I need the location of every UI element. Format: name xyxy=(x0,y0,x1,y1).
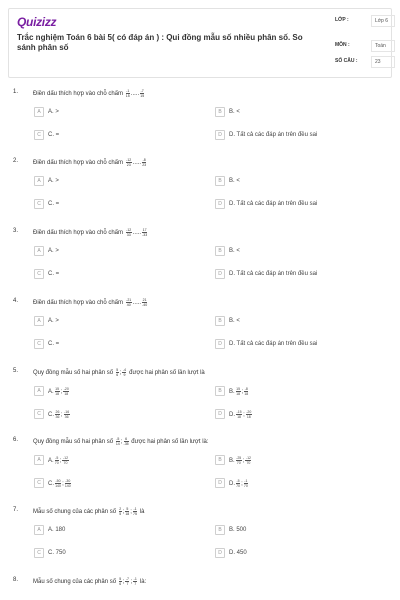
question-text xyxy=(33,298,148,307)
fraction-numerator: 2 xyxy=(119,507,122,511)
question-number: 6. xyxy=(13,437,19,443)
question-number: 2. xyxy=(13,158,19,164)
option-letter-box[interactable]: B xyxy=(215,525,225,535)
fraction-separator: ; xyxy=(130,509,132,516)
page-title: Trắc nghiệm Toán 6 bài 5( có đáp án ) : Qui đồng mẫu số nhiều phân số. So sánh phân số xyxy=(17,33,303,52)
option-label: C. = xyxy=(48,271,60,277)
fraction-numerator: 26 xyxy=(55,409,60,414)
fraction-separator: ..... xyxy=(130,91,140,98)
option-label: D. Tất cả các đáp án trên đều sai xyxy=(229,271,318,277)
fraction-denominator: 70 xyxy=(63,460,68,465)
option-letter-box[interactable]: C xyxy=(34,199,44,209)
option-text xyxy=(229,341,317,347)
fraction-denominator: 75 xyxy=(133,512,137,516)
option-text xyxy=(229,109,240,115)
question-prompt: Quy đồng mẫu số hai phân số xyxy=(33,370,114,377)
option-letter-box[interactable]: D xyxy=(215,130,225,140)
question-number: 3. xyxy=(13,228,19,234)
fraction-denominator: 18 xyxy=(246,414,251,419)
question-number: 7. xyxy=(13,507,19,513)
option-letter-box[interactable]: C xyxy=(34,269,44,279)
fraction-numerator: -5 xyxy=(116,437,120,441)
fraction-numerator: -8 xyxy=(142,158,146,162)
fraction-numerator: 5 xyxy=(116,368,119,372)
fraction xyxy=(236,456,242,465)
answer-option-d[interactable] xyxy=(215,129,387,141)
answer-option-d[interactable] xyxy=(215,547,387,559)
answer-option-d[interactable] xyxy=(215,268,387,280)
option-text xyxy=(229,248,240,254)
fraction-numerator: -12 xyxy=(245,455,251,460)
option-letter-box[interactable]: A xyxy=(34,246,44,256)
fraction-numerator: 21 xyxy=(142,298,147,302)
option-letter-box[interactable]: B xyxy=(215,246,225,256)
fraction xyxy=(142,158,146,167)
fraction-numerator: 5 xyxy=(119,577,122,581)
option-letter-box[interactable]: B xyxy=(215,455,225,465)
option-text xyxy=(48,178,59,184)
fraction-separator: ; xyxy=(120,439,123,446)
fraction xyxy=(116,437,120,446)
option-letter-box[interactable]: D xyxy=(215,339,225,349)
fraction-separator: ; xyxy=(241,480,243,487)
answer-option-d[interactable] xyxy=(215,338,387,350)
fraction-separator: ; xyxy=(241,388,244,395)
option-text xyxy=(229,456,252,465)
option-label: B. < xyxy=(229,318,240,324)
fraction-numerator: 15 xyxy=(55,386,60,391)
option-letter-box[interactable]: D xyxy=(215,269,225,279)
fraction-denominator: 70 xyxy=(246,460,251,465)
fraction-denominator: 9 xyxy=(123,373,126,377)
answer-option-d[interactable] xyxy=(215,408,387,420)
fraction xyxy=(140,89,144,98)
option-label: A. xyxy=(48,388,54,395)
answer-option-a[interactable] xyxy=(34,106,206,118)
option-text xyxy=(229,527,246,533)
fraction xyxy=(55,387,60,396)
option-letter-box[interactable]: C xyxy=(34,339,44,349)
fraction xyxy=(55,410,60,419)
answer-option-c[interactable] xyxy=(34,408,206,420)
fraction-separator: ; xyxy=(242,457,245,464)
option-text xyxy=(48,341,59,347)
fraction-numerator: -1 xyxy=(126,89,130,93)
question-text xyxy=(33,577,146,586)
option-label: C. = xyxy=(48,341,60,347)
fraction-separator: ..... xyxy=(132,230,142,237)
option-letter-box[interactable]: B xyxy=(215,316,225,326)
question-item xyxy=(13,368,388,428)
fraction-separator: ..... xyxy=(132,300,142,307)
option-letter-box[interactable]: A xyxy=(34,316,44,326)
option-text xyxy=(229,387,249,396)
question-text xyxy=(33,368,205,377)
fraction-denominator: 18 xyxy=(55,391,60,396)
question-prompt: Điền dấu thích hợp vào chỗ chấm xyxy=(33,160,123,167)
option-label: B. 500 xyxy=(229,527,247,533)
fraction-separator: ; xyxy=(60,388,63,395)
question-suffix: được hai phân số lần lượt là: xyxy=(129,439,209,446)
answer-option-a[interactable] xyxy=(34,524,206,536)
fraction-numerator: -25 xyxy=(236,455,242,460)
option-label: A. > xyxy=(48,248,59,254)
fraction-numerator: 15 xyxy=(236,386,241,391)
fraction-separator: ; xyxy=(59,457,62,464)
question-item xyxy=(13,577,388,600)
option-text xyxy=(48,132,59,138)
question-number: 4. xyxy=(13,298,19,304)
fraction xyxy=(142,298,147,307)
option-text xyxy=(48,410,71,419)
option-label: A. > xyxy=(48,318,59,324)
option-text xyxy=(229,318,240,324)
option-label: C. = xyxy=(48,201,60,207)
question-prompt: Mẫu số chung của các phân số xyxy=(33,579,117,586)
answer-option-b[interactable] xyxy=(215,175,387,187)
fraction-numerator: -7 xyxy=(125,577,129,581)
question-text xyxy=(33,228,148,237)
fraction-denominator: 18 xyxy=(237,414,241,419)
fraction xyxy=(142,228,147,237)
question-prompt: Quy đồng mẫu số hai phân số xyxy=(33,439,114,446)
fraction xyxy=(119,507,122,516)
subject-label: MÔN : xyxy=(335,42,350,48)
option-text xyxy=(229,132,317,138)
answer-option-c[interactable] xyxy=(34,338,206,350)
option-label: A. xyxy=(48,457,54,464)
answer-option-c[interactable] xyxy=(34,477,206,489)
answer-option-c[interactable] xyxy=(34,268,206,280)
quizizz-logo: Quizizz xyxy=(17,15,57,29)
question-suffix: là: xyxy=(138,579,147,586)
fraction-denominator: 23 xyxy=(126,163,131,167)
option-text xyxy=(48,387,70,396)
option-letter-box[interactable]: A xyxy=(34,386,44,396)
question-number: 1. xyxy=(13,89,19,95)
fraction-denominator: 36 xyxy=(64,414,69,419)
option-label: B. < xyxy=(229,178,240,184)
question-text xyxy=(33,437,209,446)
question-suffix: được hai phân số lần lượt là xyxy=(127,370,205,377)
option-letter-box[interactable]: D xyxy=(215,478,225,488)
worksheet-header xyxy=(8,8,392,78)
fraction xyxy=(122,507,130,516)
question-item xyxy=(13,437,388,497)
question-number: 8. xyxy=(13,577,19,583)
option-label: D. 450 xyxy=(229,550,247,556)
fraction-denominator: 18 xyxy=(236,391,241,396)
fraction-denominator: 18 xyxy=(244,391,249,396)
fraction-denominator: 6 xyxy=(119,582,122,586)
answer-option-b[interactable] xyxy=(215,454,387,466)
option-text xyxy=(229,271,317,277)
fraction-denominator: 140 xyxy=(55,483,61,488)
answer-option-a[interactable] xyxy=(34,454,206,466)
fraction-separator: ; xyxy=(119,370,122,377)
question-suffix: là xyxy=(138,509,145,516)
fraction-denominator: -33 xyxy=(142,233,148,237)
fraction-numerator: 17 xyxy=(142,228,147,232)
fraction-numerator: -1 xyxy=(244,478,248,483)
answer-option-a[interactable] xyxy=(34,385,206,397)
fraction-numerator: 6 xyxy=(125,437,128,441)
option-label: C. 750 xyxy=(48,550,66,556)
fraction-denominator: 6 xyxy=(116,373,119,377)
option-text xyxy=(48,527,65,533)
question-prompt: Điền dấu thích hợp vào chỗ chấm xyxy=(33,91,123,98)
option-label: A. > xyxy=(48,109,59,115)
option-letter-box[interactable]: A xyxy=(34,107,44,117)
question-text xyxy=(33,89,145,98)
fraction xyxy=(119,368,126,377)
fraction xyxy=(122,577,129,586)
answer-option-b[interactable] xyxy=(215,385,387,397)
option-text xyxy=(48,456,70,465)
option-letter-box[interactable]: C xyxy=(34,130,44,140)
option-label: A. 180 xyxy=(48,527,66,533)
option-letter-box[interactable]: D xyxy=(215,199,225,209)
option-label: D. Tất cả các đáp án trên đều sai xyxy=(229,132,318,138)
answer-option-a[interactable] xyxy=(34,315,206,327)
fraction-denominator: 5 xyxy=(119,512,122,516)
fraction xyxy=(126,89,130,98)
answer-option-a[interactable] xyxy=(34,245,206,257)
fraction-numerator: -12 xyxy=(126,158,132,162)
fraction-denominator: 23 xyxy=(142,163,147,167)
fraction-denominator: 70 xyxy=(236,460,241,465)
option-text xyxy=(229,178,240,184)
option-letter-box[interactable]: D xyxy=(215,409,225,419)
fraction xyxy=(244,479,248,488)
fraction-separator: ; xyxy=(60,411,63,418)
fraction-numerator: -20 xyxy=(246,409,252,414)
fraction-numerator: -4 xyxy=(122,368,126,372)
fraction-numerator: -15 xyxy=(236,409,242,414)
answer-option-b[interactable] xyxy=(215,524,387,536)
answer-option-c[interactable] xyxy=(34,547,206,559)
fraction-separator: ; xyxy=(130,579,133,586)
answer-option-b[interactable] xyxy=(215,245,387,257)
fraction-denominator: 18 xyxy=(125,512,130,516)
fraction-denominator: 7 xyxy=(134,582,137,586)
fraction xyxy=(236,479,240,488)
option-label: B. xyxy=(229,457,235,464)
fraction-denominator: 70 xyxy=(54,460,59,465)
question-count-value: 23 xyxy=(371,56,395,68)
option-label: D. xyxy=(229,411,235,418)
question-item xyxy=(13,228,388,288)
option-letter-box[interactable]: B xyxy=(215,386,225,396)
fraction-separator: ; xyxy=(62,480,64,487)
fraction xyxy=(64,410,70,419)
option-text xyxy=(229,410,253,419)
option-label: C. xyxy=(48,411,54,418)
answer-option-b[interactable] xyxy=(215,106,387,118)
option-text xyxy=(48,550,66,556)
fraction-denominator: 15 xyxy=(125,94,130,98)
fraction-separator: ; xyxy=(122,509,125,516)
class-label: LỚP : xyxy=(335,17,349,23)
fraction-denominator: -40 xyxy=(142,303,148,307)
question-item xyxy=(13,507,388,567)
fraction-numerator: 5 xyxy=(126,507,129,511)
fraction-denominator: 14 xyxy=(115,442,120,446)
option-letter-box[interactable]: C xyxy=(34,548,44,558)
question-text xyxy=(33,158,147,167)
option-letter-box[interactable]: A xyxy=(34,455,44,465)
fraction-denominator: 70 xyxy=(243,483,248,488)
option-label: D. Tất cả các đáp án trên đều sai xyxy=(229,341,318,347)
fraction-denominator: 15 xyxy=(140,94,145,98)
option-label: B. < xyxy=(229,248,240,254)
fraction-numerator: -20 xyxy=(63,386,69,391)
fraction-numerator: -5 xyxy=(236,478,240,483)
fraction xyxy=(59,455,69,465)
fraction-numerator: -7 xyxy=(140,89,144,93)
answer-option-d[interactable] xyxy=(215,477,387,489)
fraction-numerator: -1 xyxy=(133,507,137,511)
fraction xyxy=(236,410,242,419)
fraction xyxy=(133,507,137,516)
fraction xyxy=(236,387,241,396)
option-text xyxy=(48,109,59,115)
fraction xyxy=(241,386,249,396)
option-letter-box[interactable]: A xyxy=(34,176,44,186)
answer-option-d[interactable] xyxy=(215,198,387,210)
option-letter-box[interactable]: B xyxy=(215,107,225,117)
question-text xyxy=(33,507,144,516)
fraction xyxy=(126,158,132,167)
class-value: Lớp 6 xyxy=(371,15,395,27)
fraction-numerator: -5 xyxy=(55,455,59,460)
fraction-numerator: -16 xyxy=(64,409,70,414)
option-text xyxy=(48,271,59,277)
fraction xyxy=(242,455,251,465)
option-letter-box[interactable]: A xyxy=(34,525,44,535)
answer-option-c[interactable] xyxy=(34,198,206,210)
fraction-numerator: -21 xyxy=(126,298,132,302)
option-label: C. xyxy=(48,480,54,487)
option-label: C. = xyxy=(48,132,60,138)
option-text xyxy=(229,479,249,488)
fraction-separator: ; xyxy=(122,579,125,586)
option-text xyxy=(48,318,59,324)
question-prompt: Điền dấu thích hợp vào chỗ chấm xyxy=(33,230,123,237)
option-text xyxy=(48,248,59,254)
fraction-denominator: 18 xyxy=(64,391,69,396)
option-label: A. > xyxy=(48,178,59,184)
fraction xyxy=(133,577,137,586)
option-text xyxy=(229,550,247,556)
option-letter-box[interactable]: C xyxy=(34,478,44,488)
option-label: B. xyxy=(229,388,235,395)
question-item xyxy=(13,89,388,149)
answer-option-b[interactable] xyxy=(215,315,387,327)
option-letter-box[interactable]: B xyxy=(215,176,225,186)
option-label: D. Tất cả các đáp án trên đều sai xyxy=(229,201,318,207)
subject-value: Toán xyxy=(371,40,395,52)
fraction xyxy=(60,386,69,396)
option-text xyxy=(229,201,317,207)
fraction-denominator: 70 xyxy=(236,483,241,488)
fraction xyxy=(65,479,71,488)
fraction xyxy=(124,437,129,446)
fraction xyxy=(246,410,252,419)
fraction-numerator: -30 xyxy=(65,478,71,483)
option-letter-box[interactable]: D xyxy=(215,548,225,558)
option-label: D. xyxy=(229,480,235,487)
option-text xyxy=(48,201,59,207)
question-prompt: Điền dấu thích hợp vào chỗ chấm xyxy=(33,300,123,307)
fraction-denominator: 7 xyxy=(126,582,129,586)
fraction xyxy=(126,228,132,237)
fraction-denominator: 140 xyxy=(64,483,71,488)
question-item xyxy=(13,158,388,218)
question-item xyxy=(13,298,388,358)
option-text xyxy=(48,479,72,488)
fraction-numerator: -50 xyxy=(55,478,61,483)
fraction-denominator: 36 xyxy=(55,414,60,419)
fraction-separator: ..... xyxy=(132,160,142,167)
fraction xyxy=(116,368,119,377)
fraction-denominator: -35 xyxy=(123,442,129,446)
fraction-numerator: -12 xyxy=(126,228,132,232)
question-count-label: SỐ CÂU : xyxy=(335,58,358,64)
fraction-numerator: -12 xyxy=(62,455,69,460)
fraction-separator: ; xyxy=(243,411,245,418)
answer-option-c[interactable] xyxy=(34,129,206,141)
fraction-numerator: -1 xyxy=(133,577,137,581)
fraction xyxy=(119,577,122,586)
question-number: 5. xyxy=(13,368,19,374)
question-prompt: Mẫu số chung của các phân số xyxy=(33,509,117,516)
fraction xyxy=(126,298,132,307)
fraction xyxy=(55,456,59,465)
fraction-denominator: 33 xyxy=(126,233,131,237)
fraction-denominator: 40 xyxy=(126,303,131,307)
fraction-numerator: -8 xyxy=(244,386,248,391)
option-label: B. < xyxy=(229,109,240,115)
fraction xyxy=(55,479,61,488)
option-letter-box[interactable]: C xyxy=(34,409,44,419)
answer-option-a[interactable] xyxy=(34,175,206,187)
